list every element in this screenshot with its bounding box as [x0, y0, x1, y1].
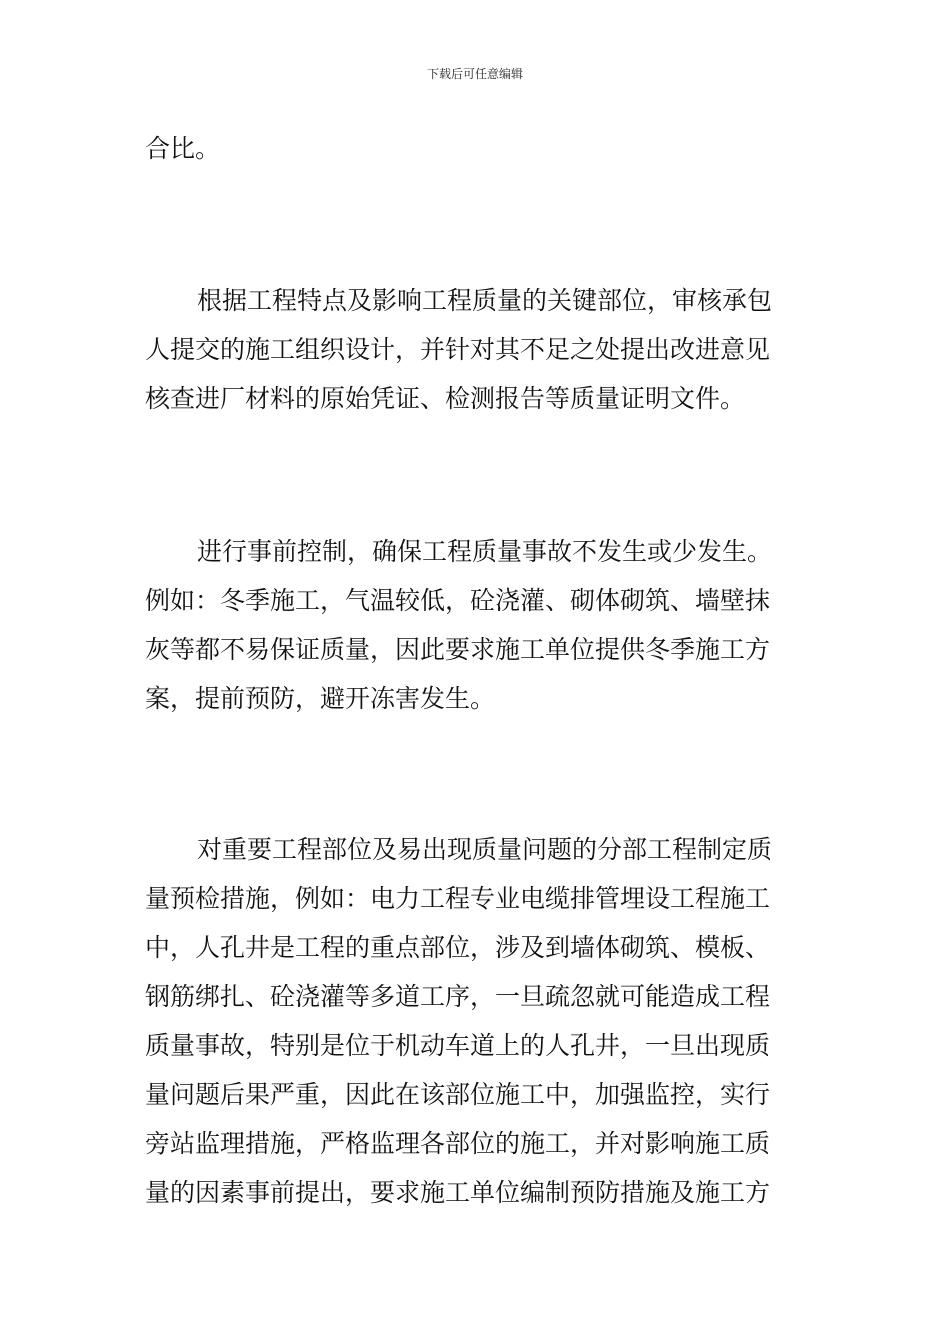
- paragraph-key-parts: [145, 825, 810, 1217]
- text-line: 根据工程特点及影响工程质量的关键部位，审核承包: [197, 286, 773, 315]
- paragraph-design-review: [145, 276, 810, 423]
- text-line: 例如：冬季施工，气温较低，砼浇灌、砌体砌筑、墙壁抹: [145, 586, 771, 615]
- text-line: 钢筋绑扎、砼浇灌等多道工序，一旦疏忽就可能造成工程: [145, 982, 771, 1011]
- text-line: 质量事故，特别是位于机动车道上的人孔井，一旦出现质: [145, 1031, 771, 1060]
- text-line: 核查进厂材料的原始凭证、检测报告等质量证明文件。: [145, 384, 746, 413]
- text-line: 量问题后果严重，因此在该部位施工中，加强监控，实行: [145, 1080, 771, 1109]
- text-line: 人提交的施工组织设计，并针对其不足之处提出改进意见: [145, 335, 771, 364]
- text-line: 旁站监理措施，严格监理各部位的施工，并对影响施工质: [145, 1129, 771, 1158]
- paragraph-continuation: [145, 124, 810, 173]
- text-line: 合比。: [145, 134, 221, 163]
- text-line: 案，提前预防，避开冻害发生。: [145, 684, 496, 713]
- page-header: 下载后可任意编辑: [426, 67, 523, 81]
- text-line: 灰等都不易保证质量，因此要求施工单位提供冬季施工方: [145, 635, 771, 664]
- text-line: 进行事前控制，确保工程质量事故不发生或少发生。: [197, 537, 773, 566]
- paragraph-prior-control: [145, 527, 810, 723]
- text-line: 量预检措施，例如：电力工程专业电缆排管埋设工程施工: [145, 884, 771, 913]
- text-line: 对重要工程部位及易出现质量问题的分部工程制定质: [197, 835, 773, 864]
- text-line: 中，人孔井是工程的重点部位，涉及到墙体砌筑、模板、: [145, 933, 771, 962]
- text-line: 量的因素事前提出，要求施工单位编制预防措施及施工方: [145, 1178, 771, 1207]
